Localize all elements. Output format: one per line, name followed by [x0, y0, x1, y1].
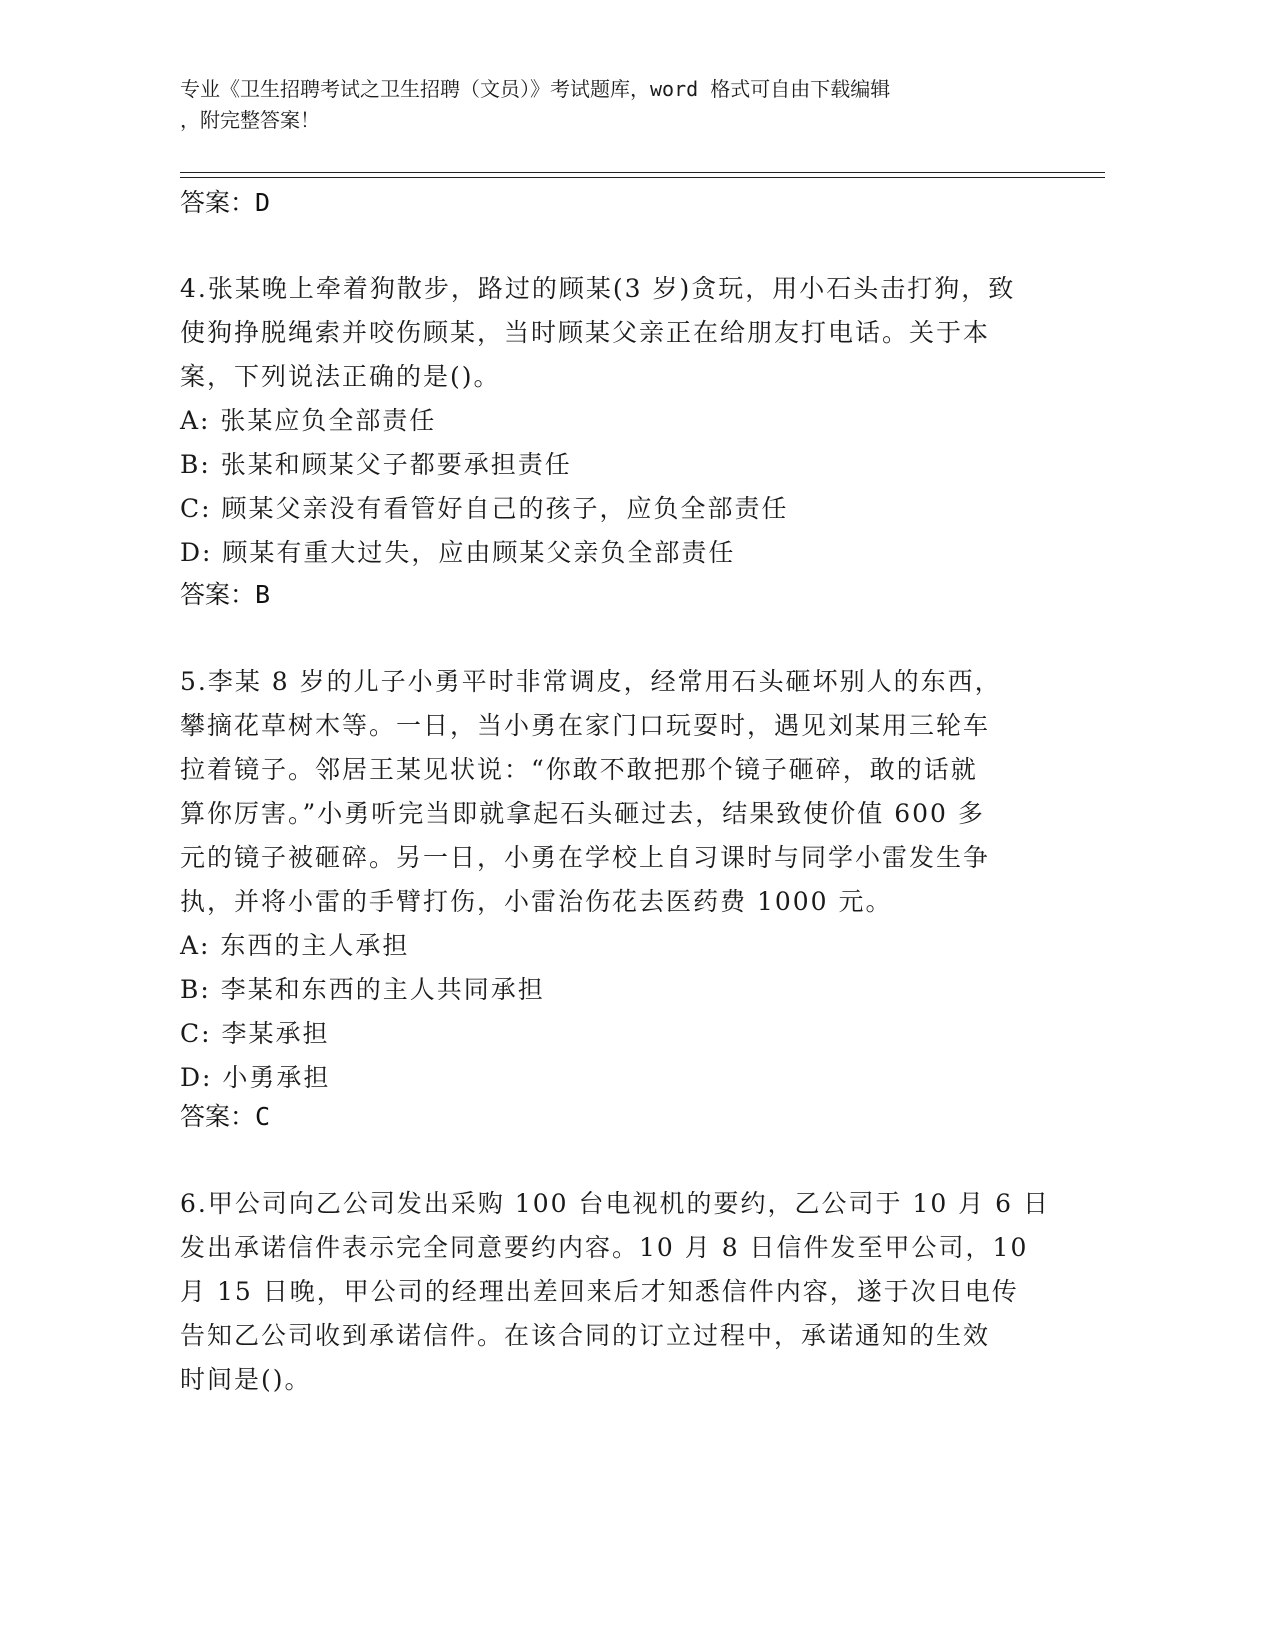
question-4-option-d: D: 顾某有重大过失，应由顾某父亲负全部责任 [180, 538, 736, 567]
question-5-line: 执，并将小雷的手臂打伤，小雷治伤花去医药费 1000 元。 [180, 887, 893, 916]
question-5-option-a: A: 东西的主人承担 [180, 931, 410, 960]
question-4 [180, 267, 1080, 575]
header-divider-bottom [180, 177, 1105, 178]
header-line-1: 专业《卫生招聘考试之卫生招聘（文员）》考试题库，word 格式可自由下载编辑 [180, 77, 891, 101]
question-6-line: 告知乙公司收到承诺信件。在该合同的订立过程中，承诺通知的生效 [180, 1321, 991, 1350]
question-5-line: 元的镜子被砸碎。另一日，小勇在学校上自习课时与同学小雷发生争 [180, 843, 991, 872]
question-6-line: 6.甲公司向乙公司发出采购 100 台电视机的要约，乙公司于 10 月 6 日 [180, 1189, 1050, 1218]
question-5-line: 算你厉害。”小勇听完当即就拿起石头砸过去，结果致使价值 600 多 [180, 799, 985, 828]
question-5-answer: 答案：C [180, 1102, 271, 1131]
question-4-answer: 答案：B [180, 580, 271, 609]
question-5-option-c: C: 李某承担 [180, 1019, 330, 1048]
question-5-option-d: D: 小勇承担 [180, 1063, 331, 1092]
page-header [180, 74, 1060, 136]
question-5-option-b: B: 李某和东西的主人共同承担 [180, 975, 545, 1004]
header-divider-top [180, 172, 1105, 173]
question-5 [180, 660, 1080, 1100]
question-5-line: 5.李某 8 岁的儿子小勇平时非常调皮，经常用石头砸坏别人的东西， [180, 667, 1002, 696]
header-line-2: ，附完整答案！ [180, 108, 320, 132]
question-6-line: 发出承诺信件表示完全同意要约内容。10 月 8 日信件发至甲公司，10 [180, 1233, 1029, 1262]
question-6-line: 时间是()。 [180, 1365, 312, 1394]
question-4-line: 案，下列说法正确的是()。 [180, 362, 501, 391]
question-4-option-c: C: 顾某父亲没有看管好自己的孩子，应负全部责任 [180, 494, 789, 523]
question-6-line: 月 15 日晚，甲公司的经理出差回来后才知悉信件内容，遂于次日电传 [180, 1277, 1019, 1306]
question-5-line: 攀摘花草树木等。一日，当小勇在家门口玩耍时，遇见刘某用三轮车 [180, 711, 991, 740]
question-4-option-a: A: 张某应负全部责任 [180, 406, 437, 435]
question-6 [180, 1182, 1080, 1402]
question-4-line: 使狗挣脱绳索并咬伤顾某，当时顾某父亲正在给朋友打电话。关于本 [180, 318, 991, 347]
answer-prev: 答案：D [180, 188, 271, 217]
question-4-line: 4.张某晚上牵着狗散步，路过的顾某(3 岁)贪玩，用小石头击打狗，致 [180, 274, 1016, 303]
question-4-option-b: B: 张某和顾某父子都要承担责任 [180, 450, 572, 479]
question-5-line: 拉着镜子。邻居王某见状说：“你敢不敢把那个镜子砸碎，敢的话就 [180, 755, 978, 784]
